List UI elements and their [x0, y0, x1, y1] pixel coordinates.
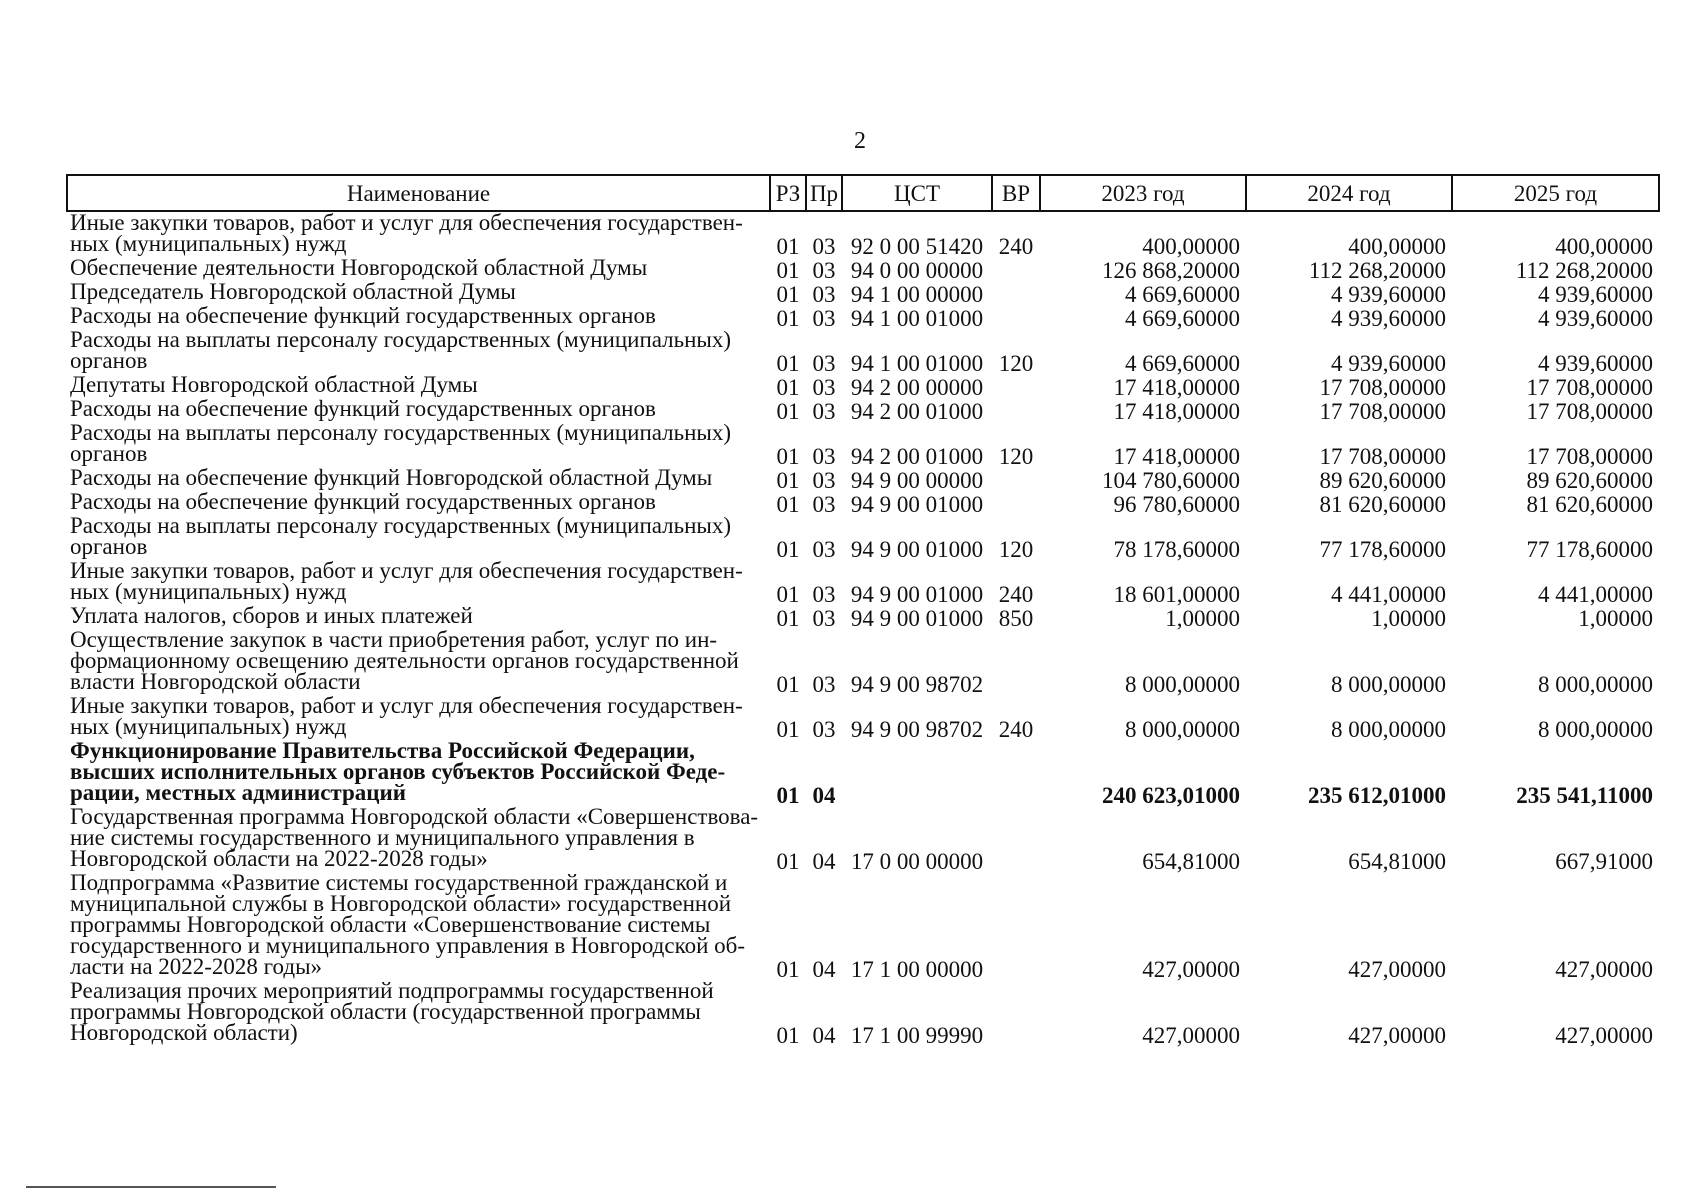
name-cell: Расходы на выплаты персоналу государственных (муниципальных) органов — [70, 513, 732, 559]
footnote-divider — [26, 1186, 276, 1188]
rz-cell: 01 — [776, 375, 800, 400]
pr-cell: 03 — [812, 606, 836, 631]
pr-cell: 03 — [812, 468, 836, 493]
name-cell: Расходы на обеспечение функций государственных органов — [70, 396, 656, 421]
amount-2024-cell: 17 708,00000 — [1319, 444, 1446, 469]
amount-2025-cell: 1,00000 — [1578, 606, 1653, 631]
pr-cell: 03 — [812, 717, 836, 742]
name-cell: Уплата налогов, сборов и иных платежей — [70, 603, 473, 628]
amount-2025-cell: 17 708,00000 — [1526, 399, 1653, 424]
table-row — [67, 329, 1659, 374]
name-cell: Иные закупки товаров, работ и услуг для обеспечения государствен-ных (муниципальных) нужд — [70, 210, 743, 256]
rz-cell: 01 — [776, 672, 800, 697]
rz-cell: 01 — [776, 444, 800, 469]
amount-2023-cell: 78 178,60000 — [1113, 537, 1240, 562]
amount-2023-cell: 8 000,00000 — [1125, 717, 1240, 742]
amount-2023-cell: 4 669,60000 — [1125, 351, 1240, 376]
amount-2023-cell: 104 780,60000 — [1102, 468, 1240, 493]
amount-2025-cell: 81 620,60000 — [1526, 492, 1653, 517]
vr-cell: 120 — [998, 351, 1034, 376]
amount-2024-cell: 427,00000 — [1348, 957, 1446, 982]
table-row — [67, 422, 1659, 467]
amount-2023-cell: 427,00000 — [1142, 957, 1240, 982]
cst-cell: 17 1 00 99990 — [850, 1023, 984, 1048]
vr-cell — [992, 257, 1040, 281]
amount-2025-cell: 4 939,60000 — [1538, 306, 1653, 331]
rz-cell: 01 — [776, 234, 800, 259]
vr-cell — [992, 740, 1040, 806]
cst-cell: 94 1 00 00000 — [850, 282, 984, 307]
cst-cell — [842, 740, 992, 806]
table-row — [67, 560, 1659, 605]
header-pr: Пр — [806, 175, 842, 211]
amount-2023-cell: 654,81000 — [1142, 849, 1240, 874]
amount-2024-cell: 4 939,60000 — [1331, 351, 1446, 376]
cst-cell: 94 9 00 00000 — [850, 468, 984, 493]
amount-2025-cell: 400,00000 — [1555, 234, 1653, 259]
page-number: 2 — [854, 128, 866, 154]
vr-cell — [992, 872, 1040, 980]
header-2025: 2025 год — [1452, 175, 1659, 211]
amount-2024-cell: 654,81000 — [1348, 849, 1446, 874]
amount-2025-cell: 4 939,60000 — [1538, 282, 1653, 307]
amount-2025-cell: 427,00000 — [1555, 957, 1653, 982]
header-2024: 2024 год — [1246, 175, 1452, 211]
amount-2024-cell: 4 939,60000 — [1331, 282, 1446, 307]
budget-table — [66, 174, 1660, 1046]
pr-cell: 04 — [812, 849, 836, 874]
name-cell: Иные закупки товаров, работ и услуг для обеспечения государствен-ных (муниципальных) нужд — [70, 693, 743, 739]
amount-2023-cell: 17 418,00000 — [1113, 399, 1240, 424]
amount-2023-cell: 8 000,00000 — [1125, 672, 1240, 697]
vr-cell — [992, 806, 1040, 872]
amount-2025-cell: 8 000,00000 — [1538, 717, 1653, 742]
name-cell: Реализация прочих мероприятий подпрограммы государственной программы Новгородской области (государственной программы Новгородской области) — [70, 978, 714, 1045]
name-cell: Расходы на обеспечение функций государственных органов — [70, 303, 656, 328]
amount-2023-cell: 1,00000 — [1165, 606, 1240, 631]
amount-2023-cell: 240 623,01000 — [1102, 783, 1240, 808]
vr-cell: 240 — [998, 717, 1034, 742]
pr-cell: 03 — [812, 582, 836, 607]
amount-2025-cell: 112 268,20000 — [1515, 258, 1653, 283]
cst-cell: 92 0 00 51420 — [850, 234, 984, 259]
name-cell: Обеспечение деятельности Новгородской областной Думы — [70, 255, 648, 280]
amount-2023-cell: 427,00000 — [1142, 1023, 1240, 1048]
cst-cell: 17 1 00 00000 — [850, 957, 984, 982]
vr-cell — [992, 980, 1040, 1046]
table-row — [67, 257, 1659, 281]
rz-cell: 01 — [776, 957, 800, 982]
cst-cell: 94 9 00 01000 — [850, 582, 984, 607]
rz-cell: 01 — [776, 258, 800, 283]
header-vr: ВР — [992, 175, 1040, 211]
table-row — [67, 491, 1659, 515]
rz-cell: 01 — [776, 582, 800, 607]
amount-2024-cell: 4 441,00000 — [1331, 582, 1446, 607]
cst-cell: 94 2 00 00000 — [850, 375, 984, 400]
amount-2023-cell: 400,00000 — [1142, 234, 1240, 259]
amount-2023-cell: 96 780,60000 — [1113, 492, 1240, 517]
name-cell: Расходы на выплаты персоналу государственных (муниципальных) органов — [70, 327, 732, 373]
pr-cell: 03 — [812, 444, 836, 469]
amount-2024-cell: 8 000,00000 — [1331, 672, 1446, 697]
table-row — [67, 467, 1659, 491]
table-row — [67, 605, 1659, 629]
rz-cell: 01 — [776, 468, 800, 493]
cst-cell: 17 0 00 00000 — [850, 849, 984, 874]
table-row — [67, 515, 1659, 560]
amount-2025-cell: 4 939,60000 — [1538, 351, 1653, 376]
pr-cell: 03 — [812, 282, 836, 307]
cst-cell: 94 1 00 01000 — [850, 351, 984, 376]
cst-cell: 94 9 00 98702 — [850, 672, 984, 697]
table-row — [67, 211, 1659, 257]
name-cell: Функционирование Правительства Российской Федерации, высших исполнительных органов субъектов Российской Феде-рации, местных администраций — [70, 738, 726, 805]
pr-cell: 04 — [812, 783, 836, 808]
pr-cell: 03 — [812, 351, 836, 376]
amount-2024-cell: 17 708,00000 — [1319, 375, 1446, 400]
amount-2025-cell: 77 178,60000 — [1526, 537, 1653, 562]
amount-2024-cell: 400,00000 — [1348, 234, 1446, 259]
table-row — [67, 281, 1659, 305]
table-body — [67, 211, 1659, 1046]
header-name: Наименование — [67, 175, 770, 211]
name-cell: Подпрограмма «Развитие системы государственной гражданской и муниципальной службы в Новгородской области» государственной программы Новгородской области «Совершенствование системы государственного и муниципального управления в Новгородской об-ласти на 2022-2028 годы» — [70, 870, 745, 979]
vr-cell: 240 — [998, 582, 1034, 607]
table-row — [67, 872, 1659, 980]
amount-2025-cell: 8 000,00000 — [1538, 672, 1653, 697]
pr-cell: 03 — [812, 492, 836, 517]
vr-cell — [992, 629, 1040, 695]
table-row — [67, 806, 1659, 872]
header-2023: 2023 год — [1040, 175, 1246, 211]
pr-cell: 04 — [812, 1023, 836, 1048]
amount-2024-cell: 81 620,60000 — [1319, 492, 1446, 517]
cst-cell: 94 9 00 98702 — [850, 717, 984, 742]
vr-cell — [992, 491, 1040, 515]
vr-cell — [992, 467, 1040, 491]
amount-2024-cell: 427,00000 — [1348, 1023, 1446, 1048]
rz-cell: 01 — [776, 351, 800, 376]
amount-2024-cell: 89 620,60000 — [1319, 468, 1446, 493]
amount-2025-cell: 4 441,00000 — [1538, 582, 1653, 607]
table-row — [67, 629, 1659, 695]
vr-cell — [992, 374, 1040, 398]
name-cell: Депутаты Новгородской областной Думы — [70, 372, 478, 397]
amount-2024-cell: 4 939,60000 — [1331, 306, 1446, 331]
amount-2025-cell: 17 708,00000 — [1526, 444, 1653, 469]
cst-cell: 94 2 00 01000 — [850, 399, 984, 424]
header-rz: РЗ — [770, 175, 806, 211]
rz-cell: 01 — [776, 849, 800, 874]
vr-cell — [992, 281, 1040, 305]
pr-cell: 03 — [812, 537, 836, 562]
rz-cell: 01 — [776, 399, 800, 424]
rz-cell: 01 — [776, 1023, 800, 1048]
amount-2024-cell: 8 000,00000 — [1331, 717, 1446, 742]
cst-cell: 94 1 00 01000 — [850, 306, 984, 331]
amount-2024-cell: 1,00000 — [1371, 606, 1446, 631]
amount-2025-cell: 17 708,00000 — [1526, 375, 1653, 400]
vr-cell: 240 — [998, 234, 1034, 259]
pr-cell: 03 — [812, 672, 836, 697]
amount-2024-cell: 17 708,00000 — [1319, 399, 1446, 424]
amount-2024-cell: 112 268,20000 — [1308, 258, 1446, 283]
cst-cell: 94 9 00 01000 — [850, 537, 984, 562]
vr-cell — [992, 305, 1040, 329]
name-cell: Расходы на обеспечение функций Новгородской областной Думы — [70, 465, 713, 490]
table-row — [67, 980, 1659, 1046]
pr-cell: 03 — [812, 234, 836, 259]
amount-2025-cell: 667,91000 — [1555, 849, 1653, 874]
cst-cell: 94 2 00 01000 — [850, 444, 984, 469]
rz-cell: 01 — [776, 306, 800, 331]
name-cell: Государственная программа Новгородской области «Совершенствова-ние системы государственного и муниципального управления в Новгородской области на 2022-2028 годы» — [70, 804, 759, 871]
table-row — [67, 740, 1659, 806]
name-cell: Расходы на выплаты персоналу государственных (муниципальных) органов — [70, 420, 732, 466]
amount-2023-cell: 126 868,20000 — [1102, 258, 1240, 283]
name-cell: Осуществление закупок в части приобретения работ, услуг по ин-формационному освещению деятельности органов государственной власти Новгородской области — [70, 627, 739, 694]
vr-cell — [992, 398, 1040, 422]
amount-2023-cell: 17 418,00000 — [1113, 444, 1240, 469]
amount-2023-cell: 17 418,00000 — [1113, 375, 1240, 400]
rz-cell: 01 — [776, 282, 800, 307]
header-cst: ЦСТ — [842, 175, 992, 211]
rz-cell: 01 — [776, 537, 800, 562]
vr-cell: 850 — [998, 606, 1034, 631]
table-row — [67, 695, 1659, 740]
amount-2024-cell: 77 178,60000 — [1319, 537, 1446, 562]
cst-cell: 94 9 00 01000 — [850, 492, 984, 517]
amount-2024-cell: 235 612,01000 — [1308, 783, 1446, 808]
vr-cell: 120 — [998, 444, 1034, 469]
cst-cell: 94 9 00 01000 — [850, 606, 984, 631]
amount-2023-cell: 18 601,00000 — [1113, 582, 1240, 607]
amount-2025-cell: 89 620,60000 — [1526, 468, 1653, 493]
table-row — [67, 305, 1659, 329]
vr-cell: 120 — [998, 537, 1034, 562]
pr-cell: 03 — [812, 258, 836, 283]
rz-cell: 01 — [776, 783, 800, 808]
name-cell: Иные закупки товаров, работ и услуг для обеспечения государствен-ных (муниципальных) нужд — [70, 558, 743, 604]
name-cell: Расходы на обеспечение функций государственных органов — [70, 489, 656, 514]
amount-2025-cell: 427,00000 — [1555, 1023, 1653, 1048]
pr-cell: 04 — [812, 957, 836, 982]
pr-cell: 03 — [812, 399, 836, 424]
pr-cell: 03 — [812, 306, 836, 331]
table-row — [67, 398, 1659, 422]
amount-2023-cell: 4 669,60000 — [1125, 306, 1240, 331]
rz-cell: 01 — [776, 606, 800, 631]
name-cell: Председатель Новгородской областной Думы — [70, 279, 516, 304]
pr-cell: 03 — [812, 375, 836, 400]
rz-cell: 01 — [776, 717, 800, 742]
table-row — [67, 374, 1659, 398]
table-header-row — [67, 175, 1659, 211]
rz-cell: 01 — [776, 492, 800, 517]
cst-cell: 94 0 00 00000 — [850, 258, 984, 283]
amount-2023-cell: 4 669,60000 — [1125, 282, 1240, 307]
amount-2025-cell: 235 541,11000 — [1516, 783, 1653, 808]
